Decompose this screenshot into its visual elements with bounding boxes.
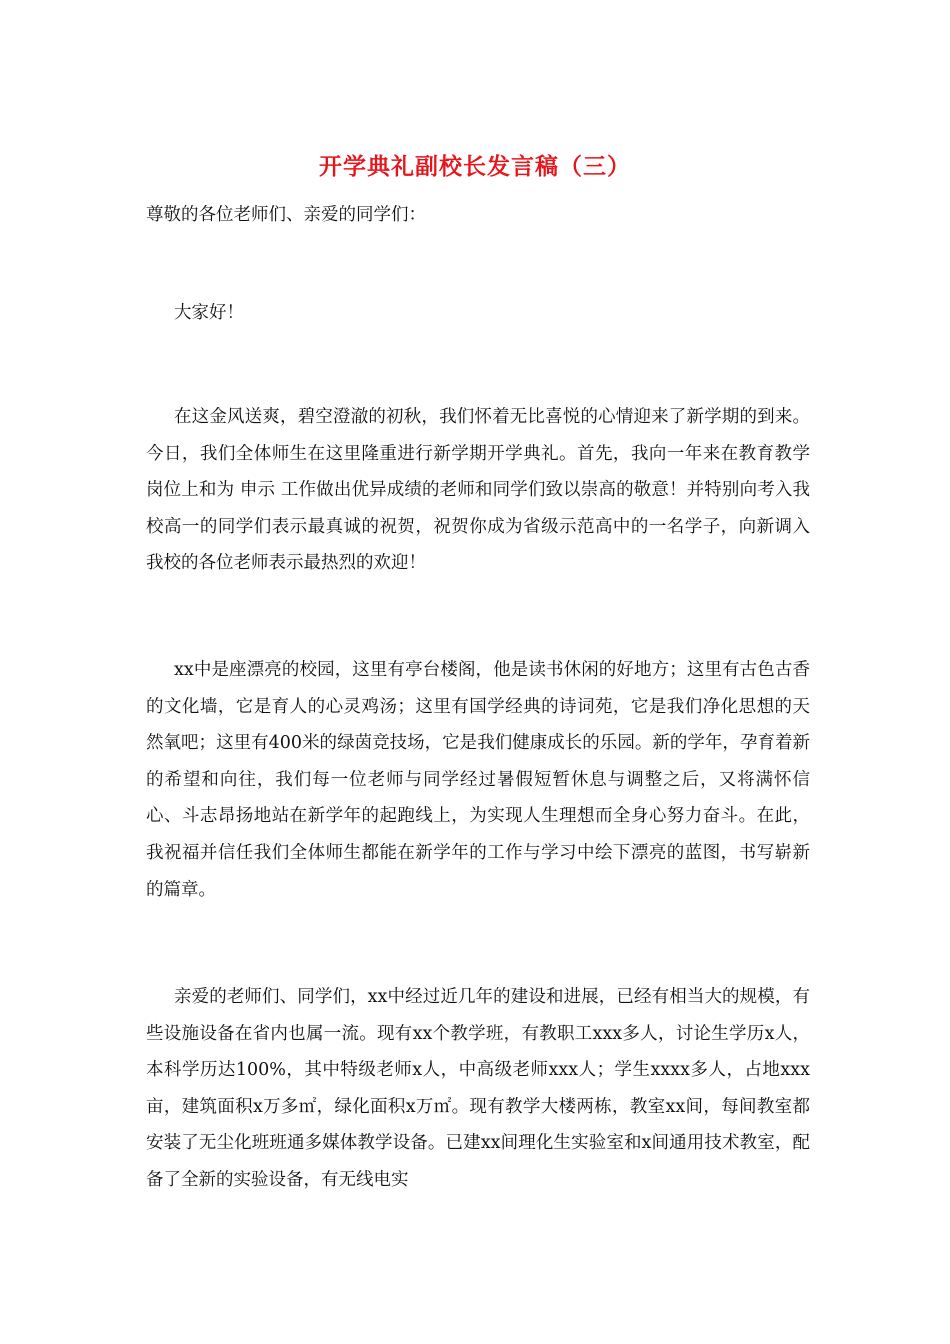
paragraph-opening: 在这金风送爽，碧空澄澈的初秋，我们怀着无比喜悦的心情迎来了新学期的到来。今日，我们全体师生在这里隆重进行新学期开学典礼。首先，我向一年来在教育教学岗位上和为 申示 工作做出优异成绩的老师和同学们致以崇高的敬意！并特别向考入我校高一的同学们表示最真诚的祝贺，祝贺你成为省级示范高中的一名学子，向新调入我校的各位老师表示最热烈的欢迎！ [146, 407, 810, 574]
paragraph-hello: 大家好！ [174, 303, 244, 323]
paragraph-campus: xx中是座漂亮的校园，这里有亭台楼阁，他是读书休闲的好地方；这里有古色古香的文化墙，它是育人的心灵鸡汤；这里有国学经典的诗词苑，它是我们净化思想的天然氧吧；这里有400米的绿茵竞技场，它是我们健康成长的乐园。新的学年，孕育着新的希望和向往，我们每一位老师与同学经过暑假短暂休息与调整之后，又将满怀信心、斗志昂扬地站在新学年的起跑线上，为实现人生理想而全身心努力奋斗。在此，我祝福并信任我们全体师生都能在新学年的工作与学习中绘下漂亮的蓝图，书写崭新的篇章。 [146, 660, 810, 900]
paragraph-facilities: 亲爱的老师们、同学们，xx中经过近几年的建设和进展，已经有相当大的规模，有些设施设备在省内也属一流。现有xx个教学班，有教职工xxx多人，讨论生学历x人，本科学历达100%，其中特级老师x人，中高级老师xxx人；学生xxxx多人，占地xxx亩，建筑面积x万多㎡，绿化面积x万㎡。现有教学大楼两栋，教室xx间，每间教室都安装了无尘化班班通多媒体教学设备。已建xx间理化生实验室和x间通用技术教室，配备了全新的实验设备，有无线电实 [146, 987, 810, 1190]
document-title: 开学典礼副校长发言稿（三） [319, 153, 631, 180]
salutation: 尊敬的各位老师们、亲爱的同学们： [146, 205, 426, 225]
